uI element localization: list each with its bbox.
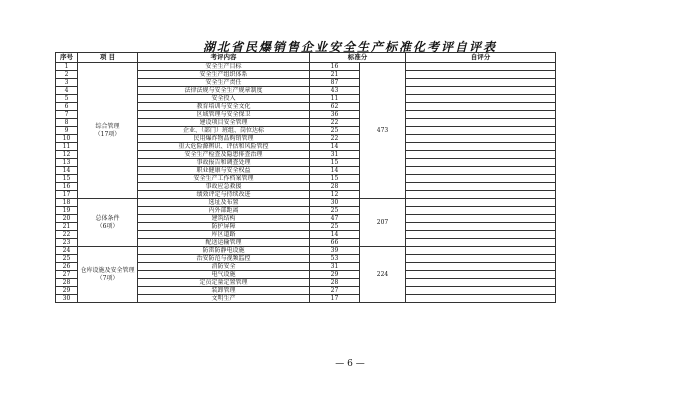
row-number: 20 (56, 215, 78, 223)
header-row (56, 53, 556, 63)
self-score-cell[interactable] (406, 239, 556, 247)
self-score-cell[interactable] (406, 151, 556, 159)
evaluation-content: 治安防范与视频监控 (138, 255, 310, 263)
group-name: 综合管理 (95, 122, 120, 130)
evaluation-content: 电气设施 (138, 271, 310, 279)
evaluation-content: 库区道路 (138, 231, 310, 239)
evaluation-content: 安全生产工作档案管理 (138, 175, 310, 183)
standard-score: 21 (310, 71, 360, 79)
evaluation-content: 安全投入 (138, 95, 310, 103)
row-number: 24 (56, 247, 78, 255)
evaluation-content: 选址及布置 (138, 199, 310, 207)
self-score-cell[interactable] (406, 167, 556, 175)
standard-score: 22 (310, 135, 360, 143)
header-item: 项 目 (78, 53, 138, 63)
standard-score: 28 (310, 183, 360, 191)
evaluation-content: 配送运输管理 (138, 239, 310, 247)
group-count: （6项） (96, 222, 119, 230)
row-number: 3 (56, 79, 78, 87)
self-score-cell[interactable] (406, 127, 556, 135)
evaluation-content: 重大危险源辨识、评估和风险管控 (138, 143, 310, 151)
self-score-cell[interactable] (406, 255, 556, 263)
evaluation-content: 建设项目安全管理 (138, 119, 310, 127)
self-score-cell[interactable] (406, 271, 556, 279)
evaluation-content: 绩效评定与持续改进 (138, 191, 310, 199)
row-number: 25 (56, 255, 78, 263)
self-score-cell[interactable] (406, 63, 556, 71)
self-score-cell[interactable] (406, 135, 556, 143)
row-number: 2 (56, 71, 78, 79)
row-number: 17 (56, 191, 78, 199)
evaluation-content: 教育培训与安全文化 (138, 103, 310, 111)
self-score-cell[interactable] (406, 295, 556, 303)
self-score-cell[interactable] (406, 199, 556, 207)
header-no: 序号 (56, 53, 78, 63)
standard-score: 66 (310, 239, 360, 247)
self-score-cell[interactable] (406, 79, 556, 87)
evaluation-content: 内外部距离 (138, 207, 310, 215)
standard-score: 36 (310, 111, 360, 119)
group-total-score: 473 (360, 63, 406, 199)
evaluation-content: 区域管理与安全保卫 (138, 111, 310, 119)
self-score-cell[interactable] (406, 111, 556, 119)
row-number: 23 (56, 239, 78, 247)
self-score-cell[interactable] (406, 119, 556, 127)
standard-score: 15 (310, 175, 360, 183)
row-number: 21 (56, 223, 78, 231)
standard-score: 17 (310, 295, 360, 303)
standard-score: 25 (310, 223, 360, 231)
self-score-cell[interactable] (406, 247, 556, 255)
group-name: 总体条件 (95, 214, 120, 222)
evaluation-content: 安全生产组织体系 (138, 71, 310, 79)
standard-score: 16 (310, 63, 360, 71)
evaluation-content: 职业健康与安全权益 (138, 167, 310, 175)
group-name-cell (78, 199, 138, 247)
row-number: 29 (56, 287, 78, 295)
evaluation-table (55, 52, 556, 303)
row-number: 19 (56, 207, 78, 215)
evaluation-content: 事故报告和调查处理 (138, 159, 310, 167)
row-number: 10 (56, 135, 78, 143)
standard-score: 25 (310, 207, 360, 215)
self-score-cell[interactable] (406, 279, 556, 287)
self-score-cell[interactable] (406, 287, 556, 295)
standard-score: 43 (310, 87, 360, 95)
standard-score: 53 (310, 255, 360, 263)
standard-score: 15 (310, 159, 360, 167)
self-score-cell[interactable] (406, 71, 556, 79)
standard-score: 27 (310, 287, 360, 295)
group-total-score: 224 (360, 247, 406, 303)
evaluation-content: 事故应急救援 (138, 183, 310, 191)
self-score-cell[interactable] (406, 231, 556, 239)
group-name: 仓库设施及安全管理 (80, 266, 135, 274)
self-score-cell[interactable] (406, 207, 556, 215)
self-score-cell[interactable] (406, 95, 556, 103)
self-score-cell[interactable] (406, 103, 556, 111)
table-row (56, 199, 556, 207)
row-number: 9 (56, 127, 78, 135)
group-count: （17项） (94, 130, 121, 138)
self-score-cell[interactable] (406, 191, 556, 199)
standard-score: 11 (310, 95, 360, 103)
evaluation-content: 安全生产目标 (138, 63, 310, 71)
self-score-cell[interactable] (406, 175, 556, 183)
row-number: 15 (56, 175, 78, 183)
row-number: 26 (56, 263, 78, 271)
header-self-score: 自评分 (406, 53, 556, 63)
standard-score: 25 (310, 127, 360, 135)
standard-score: 30 (310, 199, 360, 207)
row-number: 1 (56, 63, 78, 71)
group-total-score: 207 (360, 199, 406, 247)
evaluation-content: 法律法规与安全生产规章制度 (138, 87, 310, 95)
row-number: 30 (56, 295, 78, 303)
row-number: 5 (56, 95, 78, 103)
row-number: 18 (56, 199, 78, 207)
self-score-cell[interactable] (406, 87, 556, 95)
evaluation-content: 建筑结构 (138, 215, 310, 223)
evaluation-content: 防雷防静电设施 (138, 247, 310, 255)
header-content: 考评内容 (138, 53, 310, 63)
evaluation-content: 民用爆炸物品购销管理 (138, 135, 310, 143)
page-title: 湖北省民爆销售企业安全生产标准化考评自评表 (202, 40, 497, 54)
row-number: 4 (56, 87, 78, 95)
standard-score: 14 (310, 143, 360, 151)
page-number: — 6 — (335, 359, 365, 369)
group-count: （7项） (96, 274, 119, 282)
row-number: 7 (56, 111, 78, 119)
standard-score: 47 (310, 215, 360, 223)
evaluation-content: 消防安全 (138, 263, 310, 271)
evaluation-content: 安全生产责任 (138, 79, 310, 87)
row-number: 14 (56, 167, 78, 175)
table-row (56, 247, 556, 255)
header-standard-score: 标准分 (310, 53, 406, 63)
row-number: 12 (56, 151, 78, 159)
self-score-cell[interactable] (406, 263, 556, 271)
standard-score: 87 (310, 79, 360, 87)
self-score-cell[interactable] (406, 159, 556, 167)
evaluation-content: 装卸管理 (138, 287, 310, 295)
self-score-cell[interactable] (406, 215, 556, 223)
standard-score: 62 (310, 103, 360, 111)
standard-score: 14 (310, 167, 360, 175)
table-row (56, 63, 556, 71)
standard-score: 12 (310, 191, 360, 199)
row-number: 22 (56, 231, 78, 239)
standard-score: 31 (310, 151, 360, 159)
evaluation-content: 定员定量定置管理 (138, 279, 310, 287)
row-number: 6 (56, 103, 78, 111)
row-number: 8 (56, 119, 78, 127)
self-score-cell[interactable] (406, 143, 556, 151)
standard-score: 28 (310, 279, 360, 287)
standard-score: 22 (310, 119, 360, 127)
standard-score: 14 (310, 231, 360, 239)
standard-score: 31 (310, 263, 360, 271)
evaluation-content: 安全生产检查及隐患排查治理 (138, 151, 310, 159)
row-number: 13 (56, 159, 78, 167)
group-name-cell (78, 247, 138, 303)
self-score-cell[interactable] (406, 223, 556, 231)
row-number: 28 (56, 279, 78, 287)
evaluation-content: 防护屏障 (138, 223, 310, 231)
self-score-cell[interactable] (406, 183, 556, 191)
group-name-cell (78, 63, 138, 199)
row-number: 27 (56, 271, 78, 279)
row-number: 11 (56, 143, 78, 151)
standard-score: 29 (310, 271, 360, 279)
evaluation-content: 企业、（部门）班组、岗位达标 (138, 127, 310, 135)
row-number: 16 (56, 183, 78, 191)
evaluation-content: 文明生产 (138, 295, 310, 303)
standard-score: 39 (310, 247, 360, 255)
